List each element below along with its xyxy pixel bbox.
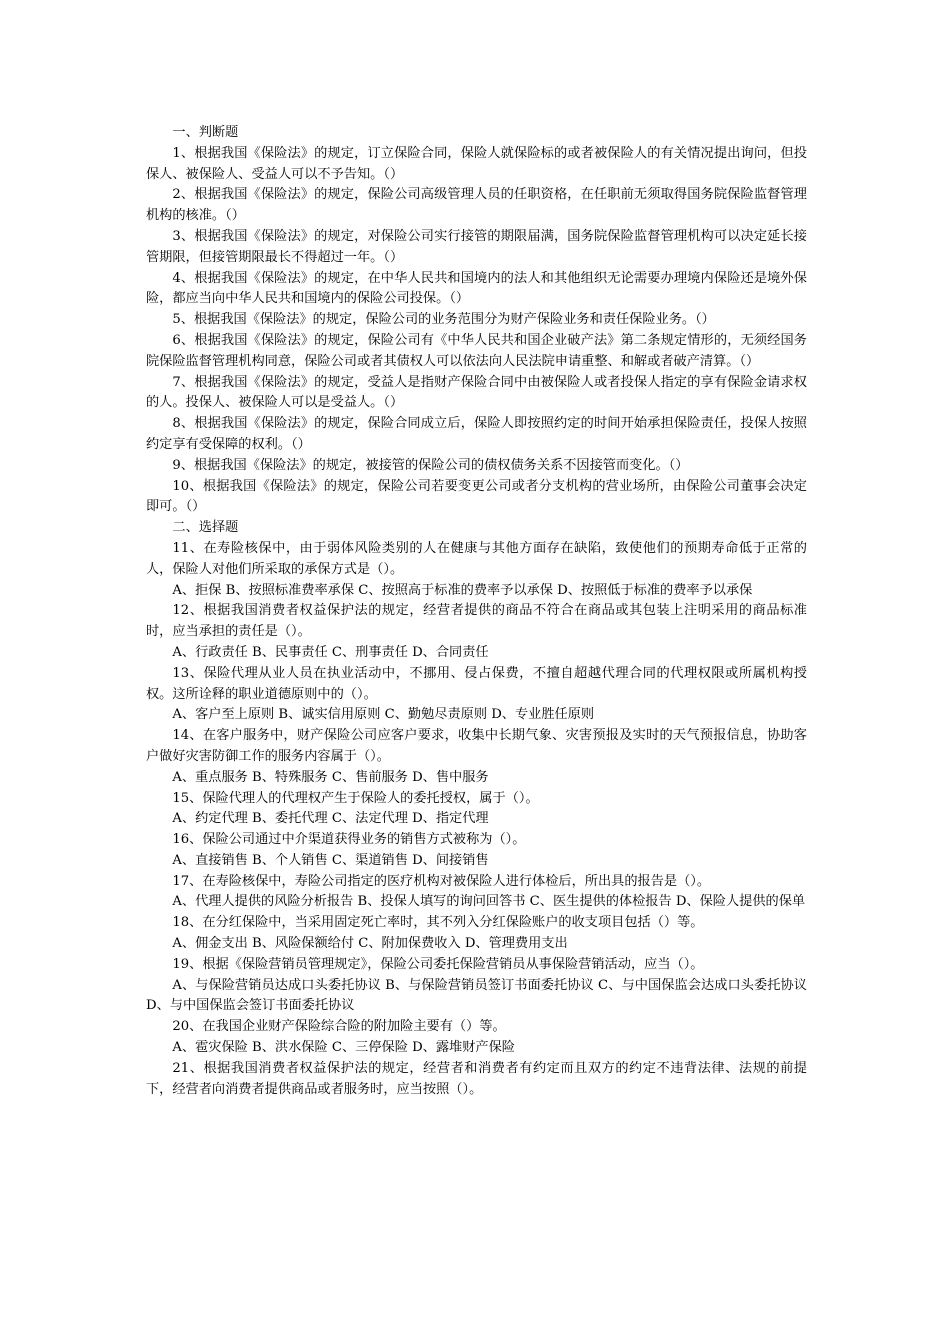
question-4: 4、根据我国《保险法》的规定，在中华人民共和国境内的法人和其他组织无论需要办理境内保险还是境外保险，都应当向中华人民共和国境内的保险公司投保。（） (146, 270, 807, 307)
question-20: 20、在我国企业财产保险综合险的附加险主要有（）等。 (172, 1019, 506, 1035)
question-3: 3、根据我国《保险法》的规定，对保险公司实行接管的期限届满，国务院保险监督管理机构可以决定延长接管期限，但接管期限最长不得超过一年。（） (146, 228, 807, 265)
question-17: 17、在寿险核保中，寿险公司指定的医疗机构对被保险人进行体检后，所出具的报告是（）。 (172, 873, 711, 889)
question-19: 19、根据《保险营销员管理规定》，保险公司委托保险营销员从事保险营销活动，应当（）。 (172, 956, 704, 972)
question-16: 16、保险公司通过中介渠道获得业务的销售方式被称为（）。 (172, 832, 526, 848)
section-heading-judgment: 一、判断题 (172, 125, 239, 140)
question-12-options: A、行政责任 B、民事责任 C、刑事责任 D、合同责任 (172, 644, 489, 660)
question-7: 7、根据我国《保险法》的规定，受益人是指财产保险合同中由被保险人或者投保人指定的享有保险金请求权的人。投保人、被保险人可以是受益人。（） (146, 374, 807, 411)
question-12: 12、根据我国消费者权益保护法的规定，经营者提供的商品不符合在商品或其包装上注明采用的商品标准时，应当承担的责任是（）。 (146, 603, 807, 640)
question-11: 11、在寿险核保中，由于弱体风险类别的人在健康与其他方面存在缺陷，致使他们的预期寿命低于正常的人，保险人对他们所采取的承保方式是（）。 (146, 540, 807, 577)
section-heading-choice: 二、选择题 (172, 520, 239, 536)
question-20-options: A、雹灾保险 B、洪水保险 C、三停保险 D、露堆财产保险 (172, 1040, 515, 1056)
question-13-options: A、客户至上原则 B、诚实信用原则 C、勤勉尽责原则 D、专业胜任原则 (172, 707, 595, 723)
question-19-options: A、与保险营销员达成口头委托协议 B、与保险营销员签订书面委托协议 C、与中国保监会达成口头委托协议 D、与中国保监会签订书面委托协议 (146, 977, 807, 1014)
question-18-options: A、佣金支出 B、风险保额给付 C、附加保费收入 D、管理费用支出 (172, 936, 568, 952)
question-21: 21、根据我国消费者权益保护法的规定，经营者和消费者有约定而且双方的约定不违背法律、法规的前提下，经营者向消费者提供商品或者服务时，应当按照（）。 (146, 1060, 807, 1097)
question-15: 15、保险代理人的代理权产生于保险人的委托授权，属于（）。 (172, 790, 539, 806)
question-18: 18、在分红保险中，当采用固定死亡率时，其不列入分红保险账户的收支项目包括（）等。 (172, 915, 704, 931)
question-10: 10、根据我国《保险法》的规定，保险公司若要变更公司或者分支机构的营业场所，由保险公司董事会决定即可。（） (146, 478, 807, 515)
question-15-options: A、约定代理 B、委托代理 C、法定代理 D、指定代理 (172, 811, 489, 827)
question-8: 8、根据我国《保险法》的规定，保险合同成立后，保险人即按照约定的时间开始承担保险责任，投保人按照约定享有受保障的权利。（） (146, 416, 807, 452)
question-14-options: A、重点服务 B、特殊服务 C、售前服务 D、售中服务 (172, 769, 489, 785)
question-9: 9、根据我国《保险法》的规定，被接管的保险公司的债权债务关系不因接管而变化。（） (172, 457, 689, 473)
question-5: 5、根据我国《保险法》的规定，保险公司的业务范围分为财产保险业务和责任保险业务。（） (172, 312, 715, 328)
question-11-options: A、拒保 B、按照标准费率承保 C、按照高于标准的费率予以承保 D、按照低于标准的费率予以承保 (172, 582, 753, 598)
question-13: 13、保险代理从业人员在执业活动中，不挪用、侵占保费，不擅自超越代理合同的代理权限或所属机构授权。这所诠释的职业道德原则中的（）。 (146, 665, 807, 702)
question-17-options: A、代理人提供的风险分析报告 B、投保人填写的询问回答书 C、医生提供的体检报告 D、保险人提供的保单 (172, 894, 806, 910)
question-14: 14、在客户服务中，财产保险公司应客户要求，收集中长期气象、灾害预报及实时的天气预报信息，协助客户做好灾害防御工作的服务内容属于（）。 (146, 728, 807, 764)
question-2: 2、根据我国《保险法》的规定，保险公司高级管理人员的任职资格，在任职前无须取得国务院保险监督管理机构的核准。（） (146, 187, 807, 224)
question-16-options: A、直接销售 B、个人销售 C、渠道销售 D、间接销售 (172, 852, 489, 868)
question-6: 6、根据我国《保险法》的规定，保险公司有《中华人民共和国企业破产法》第二条规定情形的，无须经国务院保险监督管理机构同意，保险公司或者其债权人可以依法向人民法院申请重整、和解或者破产清算。（） (146, 332, 807, 369)
question-1: 1、根据我国《保险法》的规定，订立保险合同，保险人就保险标的或者被保险人的有关情况提出询问，但投保人、被保险人、受益人可以不予告知。（） (146, 145, 807, 182)
